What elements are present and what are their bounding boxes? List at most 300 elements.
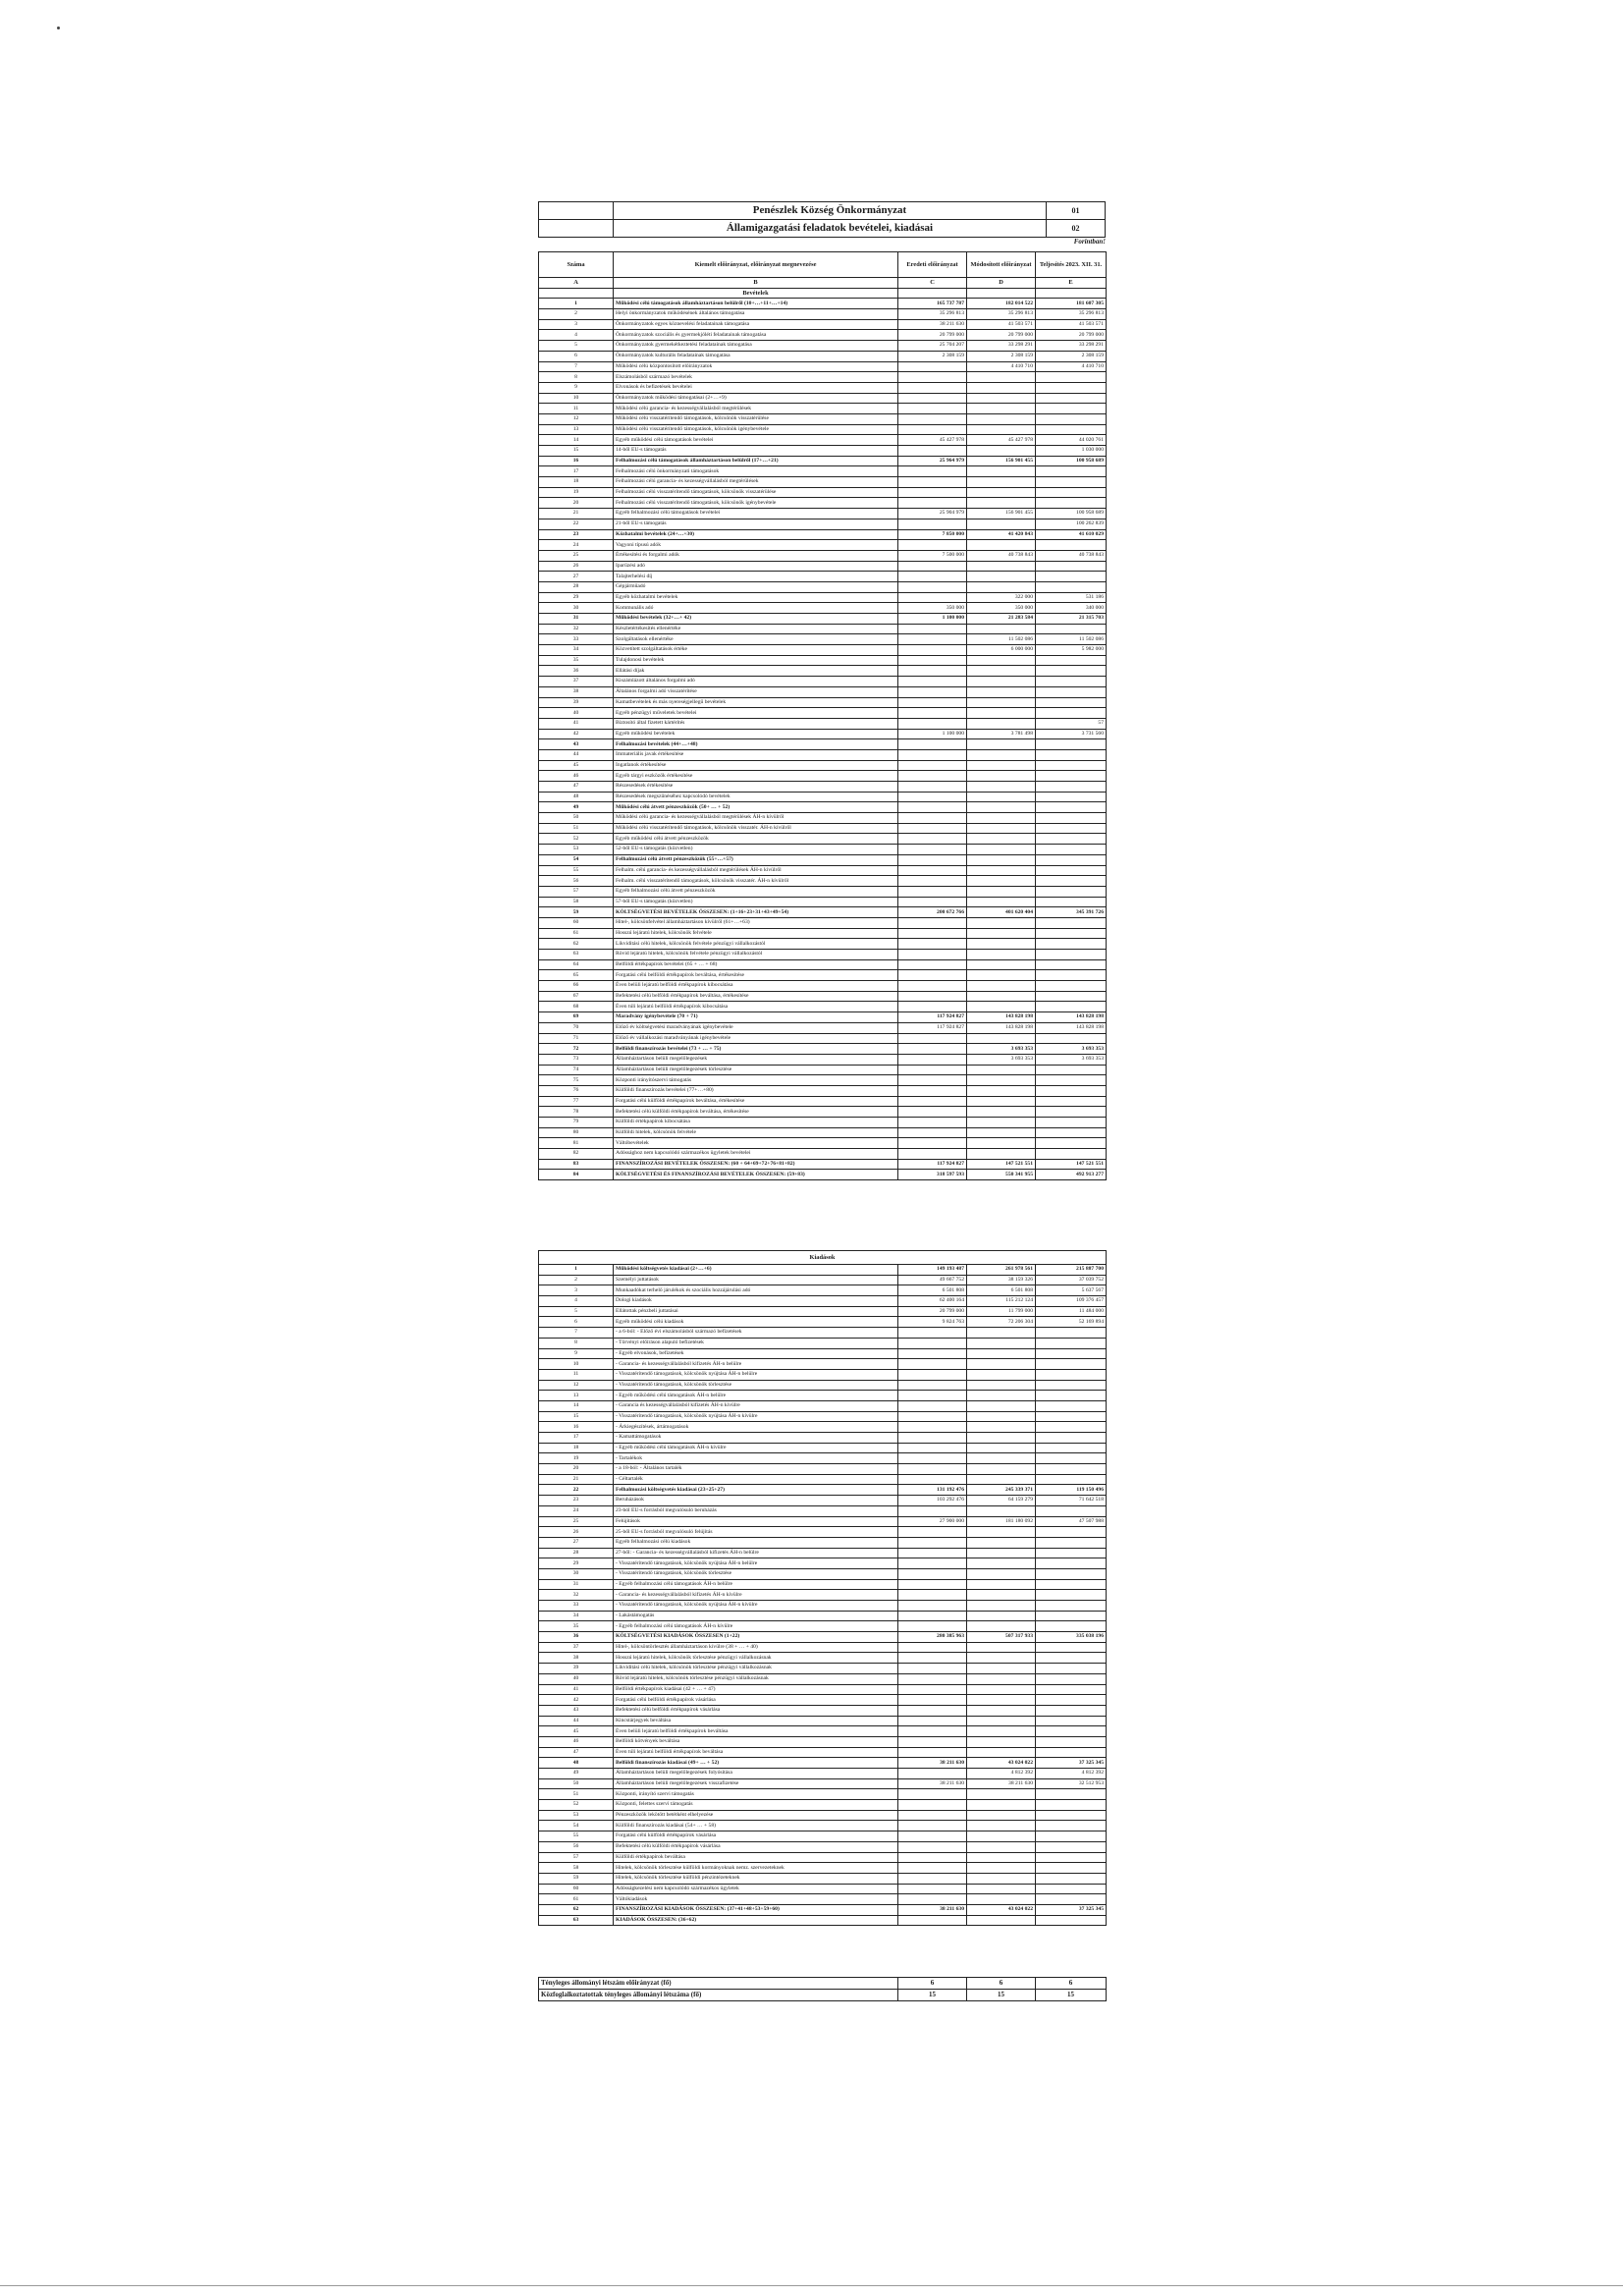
row-label: Felhalmozási célú támogatások államháztartáson belülről (17+…+21) bbox=[614, 456, 898, 466]
value-modified bbox=[967, 1705, 1036, 1716]
table-row bbox=[539, 624, 1107, 634]
row-label: Egyéb közhatalmi bevételek bbox=[614, 592, 898, 603]
value-actual: 143 828 198 bbox=[1036, 1022, 1107, 1033]
revenue-block bbox=[538, 251, 1106, 1180]
row-label: Tulajdonosi bevételek bbox=[614, 655, 898, 666]
value-modified bbox=[967, 1138, 1036, 1149]
value-original bbox=[898, 1033, 967, 1044]
table-row bbox=[539, 1422, 1107, 1433]
value-modified: 6 000 000 bbox=[967, 645, 1036, 656]
table-row bbox=[539, 572, 1107, 582]
table-row bbox=[539, 1505, 1107, 1516]
table-row bbox=[539, 1118, 1107, 1128]
table-row bbox=[539, 645, 1107, 656]
table-row bbox=[539, 351, 1107, 361]
row-number: 34 bbox=[539, 645, 614, 656]
table-row bbox=[539, 782, 1107, 793]
row-label: Belföldi kötvények beváltása bbox=[614, 1736, 898, 1747]
row-label: Államháztartáson belüli megelőlegezések törlesztése bbox=[614, 1065, 898, 1075]
row-label: Vagyoni típusú adók bbox=[614, 540, 898, 551]
row-label: Munkaadókat terhelő járulékok és szociális hozzájárulási adó bbox=[614, 1285, 898, 1296]
value-original bbox=[898, 950, 967, 960]
row-number: 38 bbox=[539, 1653, 614, 1664]
row-number: 43 bbox=[539, 739, 614, 750]
table-row bbox=[539, 1317, 1107, 1328]
row-label: Ellátási díjak bbox=[614, 666, 898, 677]
value-modified: 401 620 404 bbox=[967, 907, 1036, 918]
row-number: 42 bbox=[539, 729, 614, 739]
row-number: 3 bbox=[539, 319, 614, 330]
row-number: 54 bbox=[539, 1821, 614, 1831]
value-modified bbox=[967, 886, 1036, 897]
row-number: 33 bbox=[539, 1601, 614, 1612]
value-modified: 507 317 933 bbox=[967, 1632, 1036, 1643]
row-label: Hitelek, kölcsönök törlesztése külföldi kormányoknak nemz. szervezeteknek bbox=[614, 1863, 898, 1874]
value-actual bbox=[1036, 1474, 1107, 1485]
value-modified bbox=[967, 1716, 1036, 1726]
table-row bbox=[539, 1359, 1107, 1370]
value-original: 35 296 813 bbox=[898, 309, 967, 320]
value-actual bbox=[1036, 1601, 1107, 1612]
value-actual bbox=[1036, 834, 1107, 845]
value-actual: 3 693 353 bbox=[1036, 1054, 1107, 1065]
value-actual bbox=[1036, 1433, 1107, 1444]
row-number: 76 bbox=[539, 1085, 614, 1096]
table-row bbox=[539, 1863, 1107, 1874]
value-modified: 38 159 326 bbox=[967, 1275, 1036, 1285]
row-label: Rövid lejáratú hitelek, kölcsönök felvétele pénzügyi vállalkozástól bbox=[614, 950, 898, 960]
value-original bbox=[898, 1127, 967, 1138]
value-original: 280 385 963 bbox=[898, 1632, 967, 1643]
value-actual: 100 262 839 bbox=[1036, 519, 1107, 529]
table-row bbox=[539, 1810, 1107, 1821]
row-number: 31 bbox=[539, 1579, 614, 1590]
value-original: 20 799 000 bbox=[898, 1306, 967, 1317]
table-row bbox=[539, 561, 1107, 572]
value-actual bbox=[1036, 466, 1107, 477]
row-label: Egyéb pénzügyi műveletek bevételei bbox=[614, 708, 898, 719]
value-modified bbox=[967, 1852, 1036, 1863]
row-label: - Visszatérítendő támogatások, kölcsönök nyújtása ÁH-n belülre bbox=[614, 1369, 898, 1380]
row-number: 28 bbox=[539, 1548, 614, 1558]
row-label: Államháztartáson belüli megelőlegezések folyósítása bbox=[614, 1769, 898, 1779]
value-original bbox=[898, 382, 967, 393]
table-row bbox=[539, 1265, 1107, 1276]
value-modified bbox=[967, 393, 1036, 404]
value-actual bbox=[1036, 917, 1107, 928]
row-label: Hitelek, kölcsönök törlesztése külföldi pénzintézeteknek bbox=[614, 1873, 898, 1884]
title-block bbox=[538, 201, 1106, 248]
table-row bbox=[539, 614, 1107, 625]
value-original bbox=[898, 823, 967, 834]
value-actual bbox=[1036, 477, 1107, 488]
row-label: Befektetési célú külföldi értékpapírok vásárlása bbox=[614, 1841, 898, 1852]
row-number: 20 bbox=[539, 1464, 614, 1475]
table-row bbox=[539, 309, 1107, 320]
row-number: 33 bbox=[539, 634, 614, 645]
table-row bbox=[539, 1033, 1107, 1044]
value-original bbox=[898, 1443, 967, 1453]
revenue-rows bbox=[539, 299, 1107, 1180]
value-actual bbox=[1036, 1726, 1107, 1737]
row-number: 58 bbox=[539, 897, 614, 907]
value-modified bbox=[967, 876, 1036, 887]
value-modified: 11 502 086 bbox=[967, 634, 1036, 645]
row-number: 5 bbox=[539, 1306, 614, 1317]
row-number: 40 bbox=[539, 1673, 614, 1684]
row-label: - Visszatérítendő támogatások, kölcsönök nyújtása ÁH-n kívülre bbox=[614, 1601, 898, 1612]
value-modified bbox=[967, 404, 1036, 414]
row-label: Központi, irányító szervi támogatás bbox=[614, 1789, 898, 1800]
col-header-actual: Teljesítés 2023. XII. 31. bbox=[1036, 252, 1107, 278]
value-actual bbox=[1036, 677, 1107, 687]
value-original bbox=[898, 477, 967, 488]
expense-block bbox=[538, 1250, 1106, 1926]
value-actual bbox=[1036, 1684, 1107, 1695]
row-number: 40 bbox=[539, 708, 614, 719]
value-original bbox=[898, 487, 967, 498]
row-label: Egyéb tárgyi eszközök értékesítése bbox=[614, 771, 898, 782]
value-modified: 3 693 353 bbox=[967, 1054, 1036, 1065]
value-original bbox=[898, 1726, 967, 1737]
value-original bbox=[898, 666, 967, 677]
row-label: Értékesítési és forgalmi adók bbox=[614, 550, 898, 561]
row-label: Államháztartáson belüli megelőlegezések visszafizetése bbox=[614, 1778, 898, 1789]
staff-row bbox=[539, 1990, 1107, 2001]
value-original bbox=[898, 739, 967, 750]
value-actual: 4 410 710 bbox=[1036, 361, 1107, 372]
row-number: 32 bbox=[539, 1590, 614, 1601]
row-label: Külföldi értékpapírok beváltása bbox=[614, 1852, 898, 1863]
value-modified bbox=[967, 760, 1036, 771]
value-actual bbox=[1036, 1149, 1107, 1160]
table-row bbox=[539, 1107, 1107, 1118]
table-row bbox=[539, 897, 1107, 907]
value-original bbox=[898, 624, 967, 634]
value-original bbox=[898, 1831, 967, 1842]
row-number: 54 bbox=[539, 854, 614, 865]
col-header-modified: Módosított előirányzat bbox=[967, 252, 1036, 278]
row-number: 75 bbox=[539, 1075, 614, 1086]
row-number: 18 bbox=[539, 1443, 614, 1453]
row-label: Éven túli lejáratú belföldi értékpapírok beváltása bbox=[614, 1747, 898, 1758]
value-modified bbox=[967, 424, 1036, 435]
row-label: Helyi önkormányzatok működésének általános támogatása bbox=[614, 309, 898, 320]
value-original bbox=[898, 1800, 967, 1811]
value-original bbox=[898, 1359, 967, 1370]
value-actual bbox=[1036, 1579, 1107, 1590]
value-modified bbox=[967, 1884, 1036, 1894]
table-row bbox=[539, 1769, 1107, 1779]
table-row bbox=[539, 1527, 1107, 1538]
row-label: Befektetési célú belföldi értékpapírok beváltása, értékesítése bbox=[614, 991, 898, 1002]
table-row bbox=[539, 1149, 1107, 1160]
table-row bbox=[539, 970, 1107, 981]
row-number: 59 bbox=[539, 1873, 614, 1884]
value-modified bbox=[967, 823, 1036, 834]
value-modified bbox=[967, 1380, 1036, 1391]
row-number: 29 bbox=[539, 592, 614, 603]
row-label: - Visszatérítendő támogatások, kölcsönök törlesztése bbox=[614, 1568, 898, 1579]
row-label: Működési célú garancia- és kezességvállalásból megtérülések ÁH-n kívülről bbox=[614, 813, 898, 824]
row-label: Működési célú visszatérítendő támogatások, kölcsönök visszatér. ÁH-n kívülről bbox=[614, 823, 898, 834]
value-modified bbox=[967, 981, 1036, 992]
value-actual bbox=[1036, 1642, 1107, 1653]
table-row bbox=[539, 1085, 1107, 1096]
value-actual bbox=[1036, 1338, 1107, 1348]
value-actual: 57 bbox=[1036, 718, 1107, 729]
table-row bbox=[539, 1800, 1107, 1811]
row-number: 71 bbox=[539, 1033, 614, 1044]
value-modified bbox=[967, 802, 1036, 813]
table-row bbox=[539, 550, 1107, 561]
value-actual bbox=[1036, 624, 1107, 634]
row-number: 46 bbox=[539, 771, 614, 782]
value-actual bbox=[1036, 372, 1107, 383]
row-label: Felhalmozási bevételek (44+…+48) bbox=[614, 739, 898, 750]
table-row bbox=[539, 1443, 1107, 1453]
row-label: Működési célú átvett pénzeszközök (50+ … + 52) bbox=[614, 802, 898, 813]
value-original: 62 400 164 bbox=[898, 1296, 967, 1307]
col-header-name: Kiemelt előirányzat, előirányzat megnevezése bbox=[614, 252, 898, 278]
value-original bbox=[898, 771, 967, 782]
value-actual bbox=[1036, 897, 1107, 907]
row-number: 17 bbox=[539, 466, 614, 477]
value-actual bbox=[1036, 1664, 1107, 1674]
value-original: 25 704 207 bbox=[898, 341, 967, 352]
row-label: Előző év vállalkozási maradványának igénybevétele bbox=[614, 1033, 898, 1044]
row-label: - Egyéb felhalmozási célú támogatások ÁH-n kívülre bbox=[614, 1621, 898, 1632]
staff-block bbox=[538, 1977, 1106, 2001]
table-row bbox=[539, 845, 1107, 855]
value-actual bbox=[1036, 928, 1107, 939]
value-original bbox=[898, 991, 967, 1002]
row-label: - Kamattámogatások bbox=[614, 1433, 898, 1444]
value-actual bbox=[1036, 1359, 1107, 1370]
row-label: Éven belüli lejáratú belföldi értékpapírok beváltása bbox=[614, 1726, 898, 1737]
value-actual: 340 000 bbox=[1036, 603, 1107, 614]
value-modified bbox=[967, 466, 1036, 477]
table-row bbox=[539, 1044, 1107, 1055]
value-original bbox=[898, 1348, 967, 1359]
value-modified bbox=[967, 540, 1036, 551]
value-original bbox=[898, 1705, 967, 1716]
value-actual bbox=[1036, 970, 1107, 981]
value-modified: 550 341 955 bbox=[967, 1170, 1036, 1180]
value-original bbox=[898, 1422, 967, 1433]
row-number: 84 bbox=[539, 1170, 614, 1180]
row-label: 52-ből EU-s támogatás (közvetlen) bbox=[614, 845, 898, 855]
value-modified bbox=[967, 792, 1036, 802]
value-actual bbox=[1036, 1821, 1107, 1831]
value-modified: 64 159 279 bbox=[967, 1496, 1036, 1506]
value-actual bbox=[1036, 771, 1107, 782]
expense-table bbox=[538, 1250, 1107, 1926]
row-number: 21 bbox=[539, 509, 614, 519]
value-modified bbox=[967, 1149, 1036, 1160]
row-number: 55 bbox=[539, 1831, 614, 1842]
row-number: 16 bbox=[539, 1422, 614, 1433]
value-actual bbox=[1036, 1085, 1107, 1096]
value-modified bbox=[967, 1642, 1036, 1653]
row-number: 30 bbox=[539, 603, 614, 614]
row-label: 21-ből EU-s támogatás bbox=[614, 519, 898, 529]
table-row bbox=[539, 361, 1107, 372]
row-label: Működési célú központosított előirányzatok bbox=[614, 361, 898, 372]
value-original bbox=[898, 1852, 967, 1863]
value-original bbox=[898, 1453, 967, 1464]
row-label: Likviditási célú hitelek, kölcsönök törlesztése pénzügyi vállalkozásnak bbox=[614, 1664, 898, 1674]
currency-note: Forintban! bbox=[1073, 238, 1106, 246]
table-row bbox=[539, 1653, 1107, 1664]
row-number: 58 bbox=[539, 1863, 614, 1874]
value-actual bbox=[1036, 1841, 1107, 1852]
table-row bbox=[539, 1328, 1107, 1339]
row-label: Egyéb működési célú kiadások bbox=[614, 1317, 898, 1328]
value-actual bbox=[1036, 1590, 1107, 1601]
table-row bbox=[539, 1831, 1107, 1842]
value-original bbox=[898, 1873, 967, 1884]
row-number: 9 bbox=[539, 382, 614, 393]
value-actual bbox=[1036, 1558, 1107, 1569]
value-original bbox=[898, 1590, 967, 1601]
value-actual bbox=[1036, 749, 1107, 760]
value-actual bbox=[1036, 1695, 1107, 1706]
table-row bbox=[539, 1096, 1107, 1107]
row-label: Közhatalmi bevételek (24+…+30) bbox=[614, 529, 898, 540]
row-label: Önkormányzatok működési támogatásai (2+…+9) bbox=[614, 393, 898, 404]
row-number: 26 bbox=[539, 561, 614, 572]
value-actual bbox=[1036, 991, 1107, 1002]
value-original bbox=[898, 1391, 967, 1401]
table-row bbox=[539, 1884, 1107, 1894]
value-original bbox=[898, 708, 967, 719]
value-modified bbox=[967, 1433, 1036, 1444]
row-label: - Céltartalék bbox=[614, 1474, 898, 1485]
value-original bbox=[898, 1863, 967, 1874]
value-modified bbox=[967, 845, 1036, 855]
value-original bbox=[898, 1558, 967, 1569]
row-label: Beruházások bbox=[614, 1496, 898, 1506]
table-row bbox=[539, 1138, 1107, 1149]
row-label: Önkormányzatok egyes köznevelési feladatainak támogatása bbox=[614, 319, 898, 330]
table-row bbox=[539, 697, 1107, 708]
table-row bbox=[539, 1568, 1107, 1579]
value-actual bbox=[1036, 1884, 1107, 1894]
row-number: 53 bbox=[539, 1810, 614, 1821]
table-row bbox=[539, 1065, 1107, 1075]
row-number: 2 bbox=[539, 309, 614, 320]
value-actual bbox=[1036, 708, 1107, 719]
value-original bbox=[898, 1664, 967, 1674]
row-number: 7 bbox=[539, 1328, 614, 1339]
table-row bbox=[539, 991, 1107, 1002]
title-table bbox=[538, 201, 1106, 238]
value-original bbox=[898, 361, 967, 372]
value-modified bbox=[967, 1328, 1036, 1339]
value-actual bbox=[1036, 760, 1107, 771]
row-number: 50 bbox=[539, 813, 614, 824]
value-modified: 2 308 159 bbox=[967, 351, 1036, 361]
value-actual: 3 693 353 bbox=[1036, 1044, 1107, 1055]
value-original bbox=[898, 928, 967, 939]
value-actual: 335 038 196 bbox=[1036, 1632, 1107, 1643]
row-number: 19 bbox=[539, 487, 614, 498]
title-code-1: 01 bbox=[1047, 202, 1106, 220]
row-label: Egyéb működési bevételek bbox=[614, 729, 898, 739]
row-label: - Visszatérítendő támogatások, kölcsönök nyújtása ÁH-n kívülre bbox=[614, 1411, 898, 1422]
value-actual: 37 039 752 bbox=[1036, 1275, 1107, 1285]
row-number: 17 bbox=[539, 1433, 614, 1444]
table-row bbox=[539, 1642, 1107, 1653]
row-label: - Árkiegészítések, ártámogatások bbox=[614, 1422, 898, 1433]
row-number: 27 bbox=[539, 1537, 614, 1548]
value-modified bbox=[967, 1075, 1036, 1086]
value-actual bbox=[1036, 886, 1107, 897]
row-label: Elszámolásból származó bevételek bbox=[614, 372, 898, 383]
row-label: - a 18-ból: - Általános tartalék bbox=[614, 1464, 898, 1475]
value-original bbox=[898, 372, 967, 383]
value-modified bbox=[967, 1621, 1036, 1632]
table-row bbox=[539, 456, 1107, 466]
value-actual bbox=[1036, 1873, 1107, 1884]
value-original bbox=[898, 634, 967, 645]
value-original bbox=[898, 1138, 967, 1149]
value-actual bbox=[1036, 1527, 1107, 1538]
value-modified bbox=[967, 771, 1036, 782]
value-actual bbox=[1036, 382, 1107, 393]
value-original bbox=[898, 749, 967, 760]
value-actual: 41 610 029 bbox=[1036, 529, 1107, 540]
value-modified: 115 212 124 bbox=[967, 1296, 1036, 1307]
value-actual bbox=[1036, 413, 1107, 424]
row-label: Felhalmozási célú visszatérítendő támogatások, kölcsönök visszatérülése bbox=[614, 487, 898, 498]
row-number: 41 bbox=[539, 718, 614, 729]
table-row bbox=[539, 959, 1107, 970]
value-actual bbox=[1036, 404, 1107, 414]
row-number: 16 bbox=[539, 456, 614, 466]
row-number: 36 bbox=[539, 666, 614, 677]
value-original bbox=[898, 1433, 967, 1444]
table-row bbox=[539, 446, 1107, 457]
value-actual bbox=[1036, 1789, 1107, 1800]
row-label: Hosszú lejáratú hitelek, kölcsönök felvétele bbox=[614, 928, 898, 939]
row-label: Készletértékesítés ellenértéke bbox=[614, 624, 898, 634]
value-modified bbox=[967, 928, 1036, 939]
table-row bbox=[539, 330, 1107, 341]
table-row bbox=[539, 1852, 1107, 1863]
value-actual bbox=[1036, 487, 1107, 498]
table-row bbox=[539, 1621, 1107, 1632]
value-original bbox=[898, 1527, 967, 1538]
table-row bbox=[539, 928, 1107, 939]
value-modified bbox=[967, 1736, 1036, 1747]
value-modified: 322 000 bbox=[967, 592, 1036, 603]
value-modified: 45 427 978 bbox=[967, 435, 1036, 446]
value-actual: 143 828 198 bbox=[1036, 1012, 1107, 1023]
value-actual bbox=[1036, 1138, 1107, 1149]
value-original bbox=[898, 1653, 967, 1664]
value-original bbox=[898, 1579, 967, 1590]
value-original: 9 824 763 bbox=[898, 1317, 967, 1328]
row-label: Felhalmozási költségvetés kiadásai (23+25+27) bbox=[614, 1485, 898, 1496]
table-row bbox=[539, 1873, 1107, 1884]
table-row bbox=[539, 950, 1107, 960]
value-modified bbox=[967, 1810, 1036, 1821]
value-original bbox=[898, 813, 967, 824]
table-row bbox=[539, 739, 1107, 750]
value-actual bbox=[1036, 792, 1107, 802]
